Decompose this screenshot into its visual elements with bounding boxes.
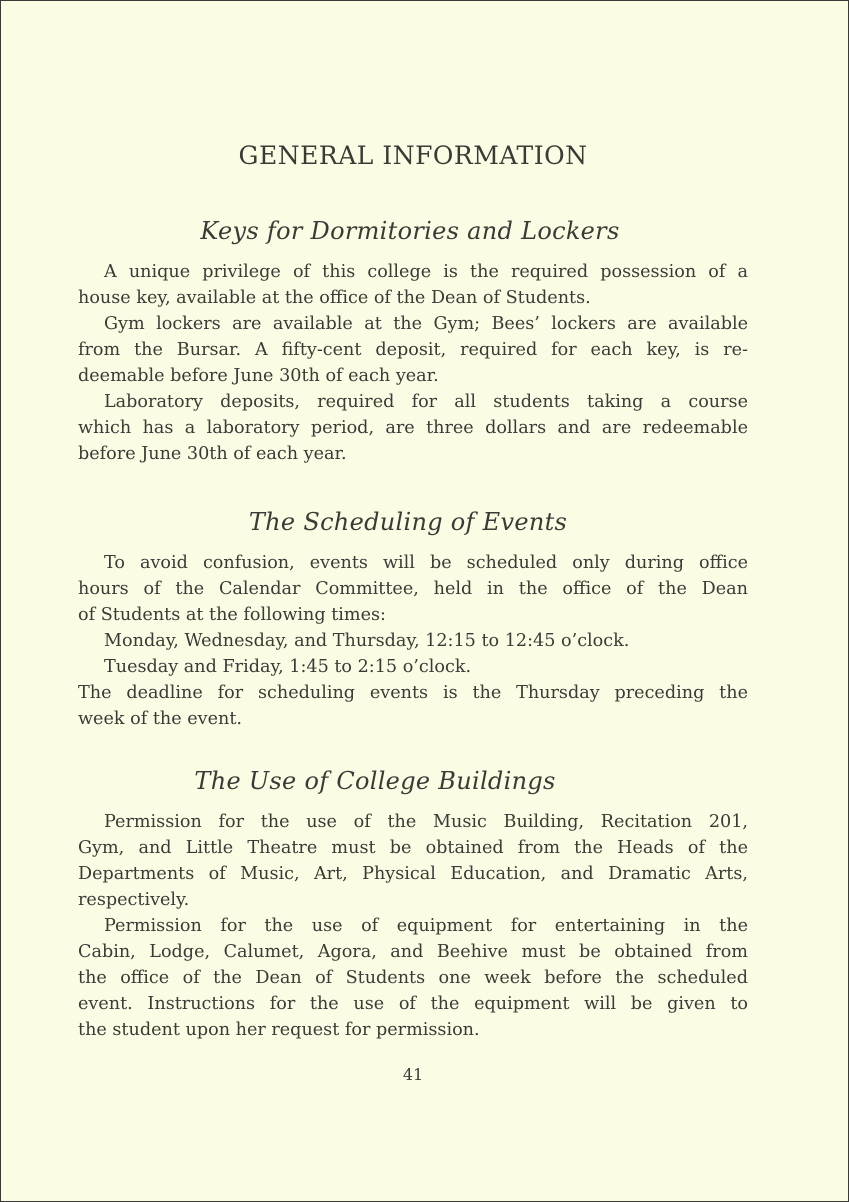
text-line: Departments of Music, Art, Physical Education, and Dramatic Arts, xyxy=(78,864,748,884)
text-line: A unique privilege of this college is the required possession of a xyxy=(104,262,748,282)
text-line: house key, available at the office of the Dean of Students. xyxy=(78,288,591,308)
text-line: Permission for the use of equipment for entertaining in the xyxy=(104,916,748,936)
paragraph xyxy=(78,654,748,680)
text-line: Cabin, Lodge, Calumet, Agora, and Beehive must be obtained from xyxy=(78,942,748,962)
section-heading: The Scheduling of Events xyxy=(248,508,568,536)
paragraph xyxy=(78,389,748,467)
text-line: Tuesday and Friday, 1:45 to 2:15 o’clock. xyxy=(104,657,472,677)
paragraph xyxy=(78,311,748,389)
paragraph xyxy=(78,809,748,913)
text-line: the office of the Dean of Students one week before the scheduled xyxy=(78,968,748,988)
paragraph xyxy=(78,680,748,732)
text-line: week of the event. xyxy=(78,709,242,729)
paragraph xyxy=(78,628,748,654)
text-line: Permission for the use of the Music Building, Recitation 201, xyxy=(104,812,748,832)
section-heading: Keys for Dormitories and Lockers xyxy=(200,217,620,245)
text-line: To avoid confusion, events will be scheduled only during office xyxy=(104,553,748,573)
text-line: Gym lockers are available at the Gym; Bees’ lockers are available xyxy=(104,314,748,334)
text-line: deemable before June 30th of each year. xyxy=(78,366,439,386)
text-line: respectively. xyxy=(78,890,190,910)
paragraph xyxy=(78,913,748,1043)
page-number: 41 xyxy=(402,1065,424,1084)
text-line: event. Instructions for the use of the equipment will be given to xyxy=(78,994,748,1014)
paragraph xyxy=(78,550,748,628)
text-line: the student upon her request for permission. xyxy=(78,1020,480,1040)
section-buildings xyxy=(78,767,748,1043)
text-line: before June 30th of each year. xyxy=(78,444,347,464)
text-line: The deadline for scheduling events is the Thursday preceding the xyxy=(78,683,748,703)
text-line: Gym, and Little Theatre must be obtained from the Heads of the xyxy=(78,838,748,858)
text-line: Laboratory deposits, required for all students taking a course xyxy=(104,392,748,412)
section-keys xyxy=(78,217,748,467)
section-scheduling xyxy=(78,508,748,732)
page-title: GENERAL INFORMATION xyxy=(238,141,588,170)
text-line: hours of the Calendar Committee, held in the office of the Dean xyxy=(78,579,748,599)
text-line: from the Bursar. A fifty-cent deposit, required for each key, is re- xyxy=(78,340,748,360)
section-heading: The Use of College Buildings xyxy=(194,767,556,795)
text-line: which has a laboratory period, are three dollars and are redeemable xyxy=(78,418,748,438)
text-line: of Students at the following times: xyxy=(78,605,386,625)
paragraph xyxy=(78,259,748,311)
text-line: Monday, Wednesday, and Thursday, 12:15 to 12:45 o’clock. xyxy=(104,631,630,651)
